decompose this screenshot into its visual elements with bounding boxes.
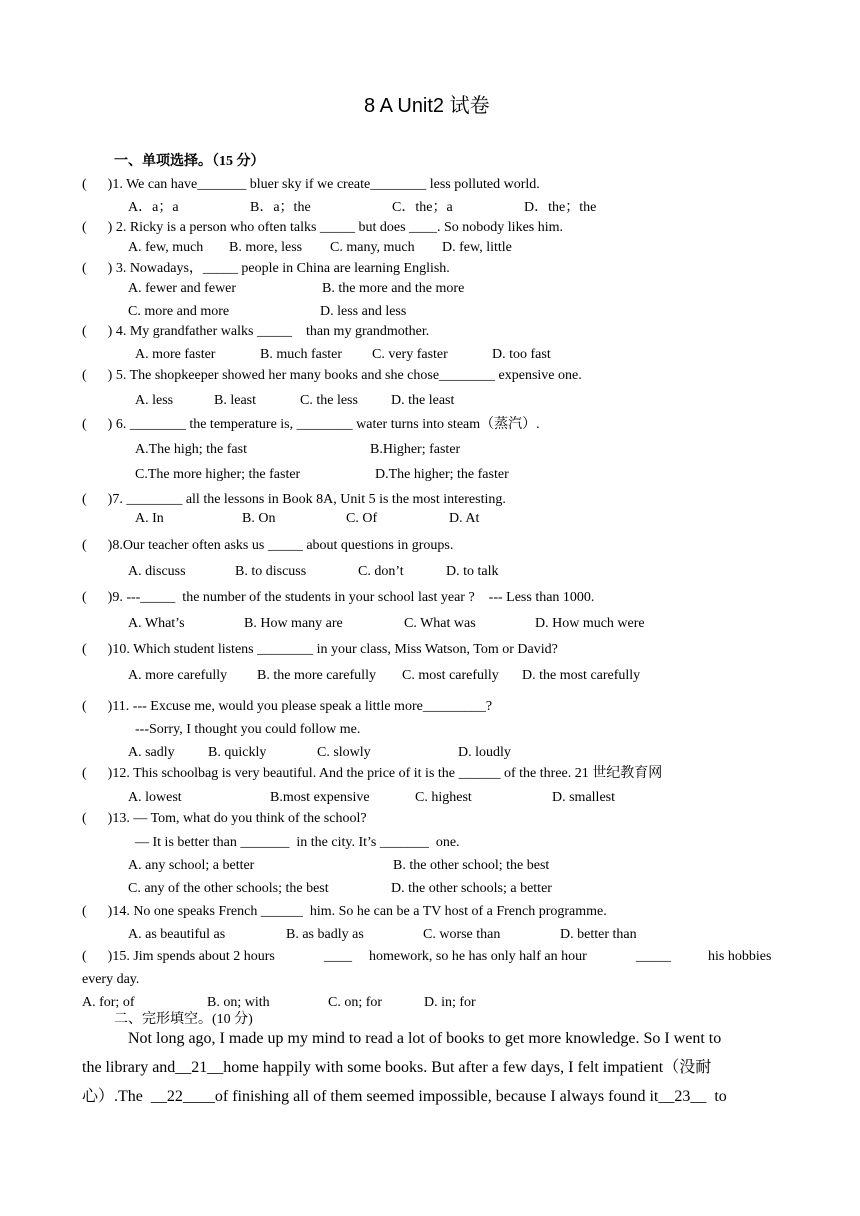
option-b: B. on; with (207, 995, 270, 1010)
question-stem: ( )13. — Tom, what do you think of the school? (82, 811, 367, 826)
option-a: A. In (135, 511, 164, 526)
option-a: A．a；a (128, 200, 179, 215)
option-d: D. few, little (442, 240, 512, 255)
option-a: A. more faster (135, 347, 216, 362)
option-b: B.Higher; faster (370, 442, 461, 457)
option-c: C．the；a (392, 200, 453, 215)
option-d: D. better than (560, 927, 637, 942)
page-title: 8 A Unit2 试卷 (364, 95, 490, 117)
question-stem-continued: ---Sorry, I thought you could follow me. (135, 722, 361, 737)
option-d: D. smallest (552, 790, 615, 805)
question-stem-continued: every day. (82, 972, 140, 987)
option-b: B. more, less (229, 240, 303, 255)
section-heading: 二、完形填空。(10 分) (114, 1012, 253, 1027)
passage-line: the library and__21__home happily with some books. But after a few days, I felt impatient（没耐 (82, 1059, 712, 1076)
question-stem: ( ) 3. Nowadays，_____ people in China are learning English. (82, 261, 450, 276)
question-stem: ( )10. Which student listens ________ in your class, Miss Watson, Tom or David? (82, 642, 558, 657)
question-stem-mid: homework, so he has only half an hour (369, 949, 587, 964)
option-d: D. the other schools; a better (391, 881, 552, 896)
question-blank: ____ (324, 949, 352, 964)
option-b: B. the other school; the best (393, 858, 550, 873)
question-blank: _____ (636, 949, 671, 964)
question-stem: ( )15. Jim spends about 2 hours (82, 949, 275, 964)
option-d: D. in; for (424, 995, 476, 1010)
option-d: D. How much were (535, 616, 645, 631)
option-a: A. for; of (82, 995, 135, 1010)
option-c: C. don’t (358, 564, 404, 579)
option-b: B. quickly (208, 745, 267, 760)
option-c: C. worse than (423, 927, 501, 942)
option-a: A. sadly (128, 745, 175, 760)
section-heading: 一、单项选择。（15 分） (114, 154, 265, 169)
option-a: A. discuss (128, 564, 186, 579)
option-a: A.The high; the fast (135, 442, 247, 457)
question-stem: ( )7. ________ all the lessons in Book 8A, Unit 5 is the most interesting. (82, 492, 506, 507)
passage-line: Not long ago, I made up my mind to read a lot of books to get more knowledge. So I went to (128, 1030, 722, 1047)
option-d: D. the most carefully (522, 668, 641, 683)
option-b: B. the more and the more (322, 281, 465, 296)
question-stem: ( )9. ---_____ the number of the students in your school last year ? --- Less than 1000. (82, 590, 595, 605)
option-b: B. least (214, 393, 256, 408)
option-a: A. any school; a better (128, 858, 255, 873)
option-b: B. to discuss (235, 564, 307, 579)
question-stem: ( )8.Our teacher often asks us _____ about questions in groups. (82, 538, 454, 553)
question-stem: ( )14. No one speaks French ______ him. So he can be a TV host of a French programme. (82, 904, 607, 919)
option-a: A. fewer and fewer (128, 281, 237, 296)
option-c: C.The more higher; the faster (135, 467, 301, 482)
option-d: D. too fast (492, 347, 551, 362)
option-b: B. the more carefully (257, 668, 376, 683)
option-b: B. as badly as (286, 927, 364, 942)
option-d: D. to talk (446, 564, 499, 579)
question-stem: ( ) 6. ________ the temperature is, ________ water turns into steam（蒸汽）. (82, 417, 540, 432)
option-b: B. much faster (260, 347, 343, 362)
passage-line: 心）.The __22____of finishing all of them seemed impossible, because I always found it__23__ to (82, 1088, 727, 1105)
question-stem-continued: — It is better than _______ in the city. It’s _______ one. (135, 835, 460, 850)
option-a: A. more carefully (128, 668, 228, 683)
option-d: D. loudly (458, 745, 511, 760)
question-stem-end: his hobbies (708, 949, 772, 964)
question-stem: ( ) 2. Ricky is a person who often talks _____ but does ____. So nobody likes him. (82, 220, 564, 235)
option-c: C. the less (300, 393, 358, 408)
option-c: C. What was (404, 616, 476, 631)
question-stem: ( )11. --- Excuse me, would you please speak a little more_________? (82, 699, 493, 714)
option-b: B.most expensive (270, 790, 370, 805)
option-c: C. highest (415, 790, 472, 805)
option-a: A. few, much (128, 240, 204, 255)
option-c: C. Of (346, 511, 378, 526)
option-c: C. most carefully (402, 668, 499, 683)
option-c: C. many, much (330, 240, 415, 255)
question-stem: ( )1. We can have_______ bluer sky if we create________ less polluted world. (82, 177, 540, 192)
option-c: C. more and more (128, 304, 230, 319)
option-b: B. On (242, 511, 276, 526)
question-stem: ( ) 4. My grandfather walks _____ than my grandmother. (82, 324, 430, 339)
option-d: D.The higher; the faster (375, 467, 509, 482)
option-c: C. any of the other schools; the best (128, 881, 329, 896)
question-stem: ( ) 5. The shopkeeper showed her many books and she chose________ expensive one. (82, 368, 582, 383)
option-b: B．a；the (250, 200, 311, 215)
option-d: D．the；the (524, 200, 597, 215)
option-d: D. the least (391, 393, 455, 408)
option-a: A. less (135, 393, 174, 408)
option-b: B. How many are (244, 616, 343, 631)
option-d: D. less and less (320, 304, 407, 319)
option-a: A. lowest (128, 790, 182, 805)
option-c: C. slowly (317, 745, 371, 760)
question-stem: ( )12. This schoolbag is very beautiful. And the price of it is the ______ of the three. 21 世纪教育网 (82, 766, 663, 781)
option-a: A. What’s (128, 616, 185, 631)
option-c: C. on; for (328, 995, 383, 1010)
option-c: C. very faster (372, 347, 448, 362)
option-a: A. as beautiful as (128, 927, 226, 942)
option-d: D. At (449, 511, 480, 526)
